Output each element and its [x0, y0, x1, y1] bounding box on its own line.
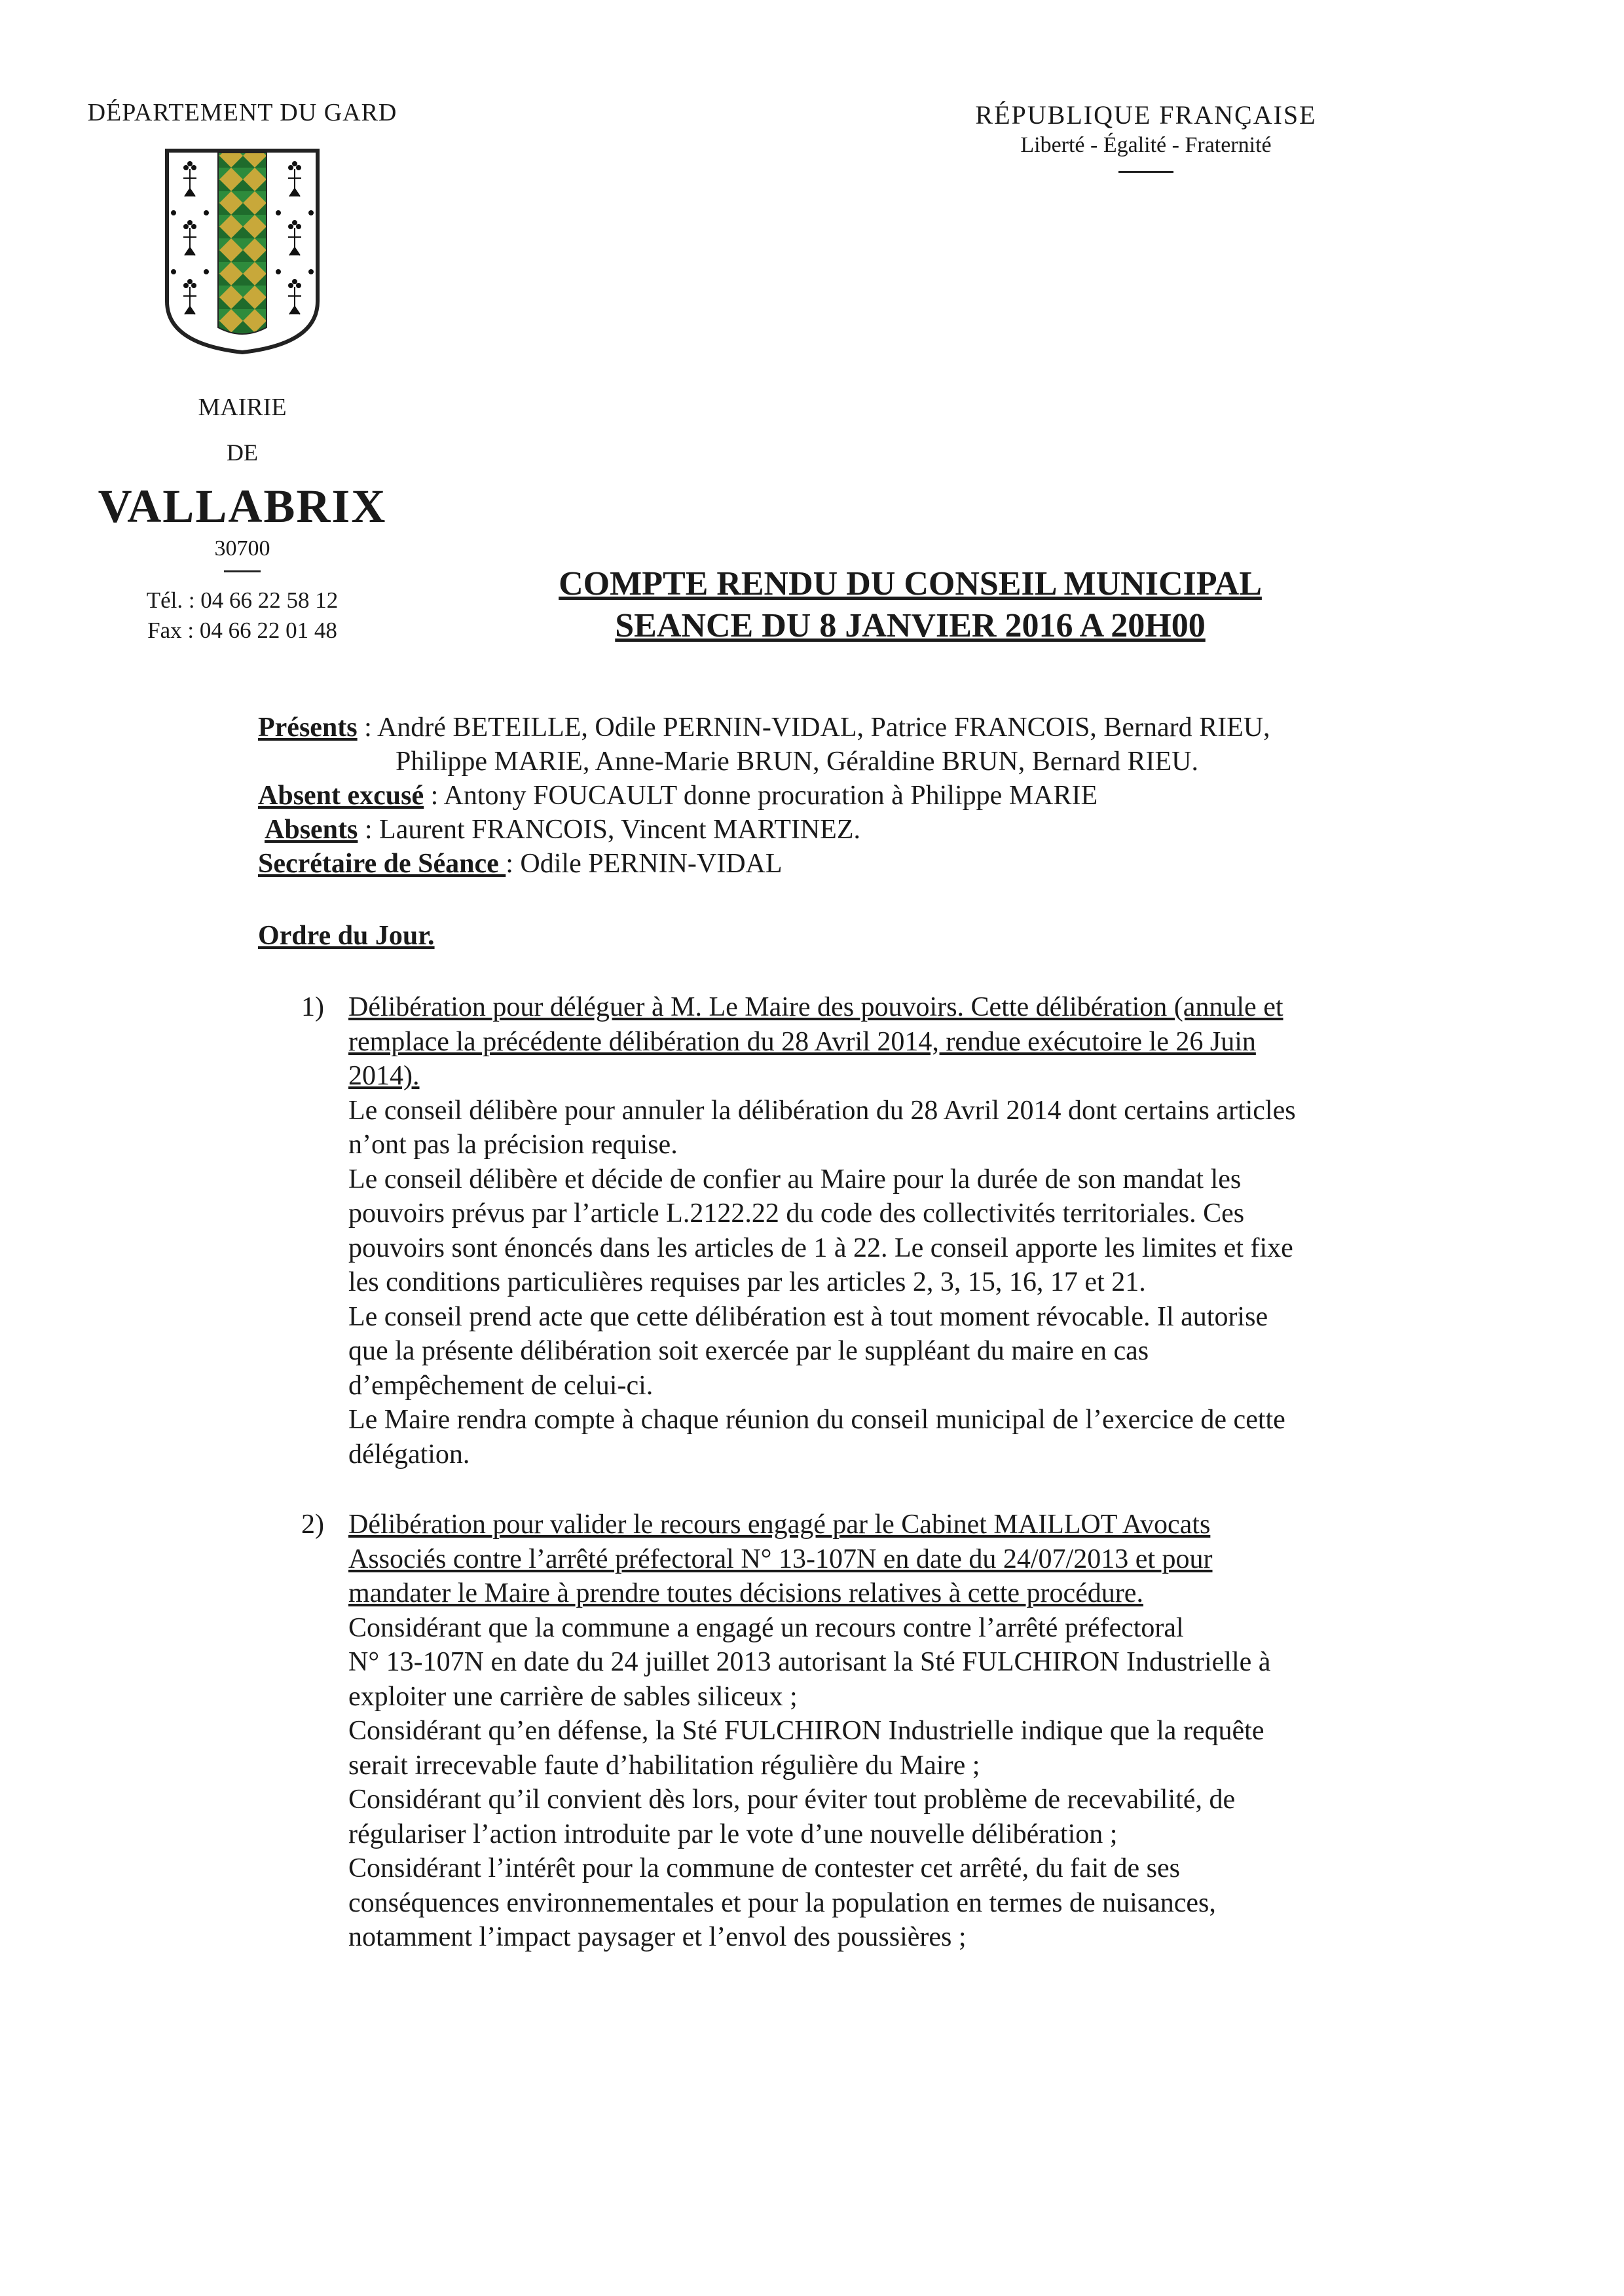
title-line-1: COMPTE RENDU DU CONSEIL MUNICIPAL: [559, 565, 1262, 602]
absent-row: [258, 813, 1502, 847]
commune-name: VALLABRIX: [98, 480, 387, 532]
coat-of-arms-icon: [160, 144, 324, 360]
secretary-name: : Odile PERNIN-VIDAL: [506, 849, 783, 879]
postal-code: 30700: [214, 536, 270, 561]
de-label: DE: [227, 439, 258, 466]
fax: Fax : 04 66 22 01 48: [147, 618, 337, 643]
item-heading-line: Délibération pour déléguer à M. Le Maire des pouvoirs. Cette délibération (annule et: [348, 992, 1283, 1022]
item-text-line: Le conseil délibère et décide de confier au Maire pour la durée de son mandat les: [348, 1164, 1242, 1194]
item-text-line: exploiter une carrière de sables siliceux ;: [348, 1681, 798, 1712]
item-text-line: régulariser l’action introduite par le vote d’une nouvelle délibération ;: [348, 1819, 1118, 1849]
item-heading-line: Associés contre l’arrêté préfectoral N° 13-107N en date du 24/07/2013 et pour: [348, 1544, 1213, 1574]
absent-label: Absents: [265, 815, 358, 845]
item-text-line: serait irrecevable faute d’habilitation régulière du Maire ;: [348, 1750, 980, 1781]
agenda-item-2: [301, 1508, 1480, 1955]
agenda-item-1: [301, 990, 1480, 1472]
secretary-label: Secrétaire de Séance: [258, 849, 506, 879]
item-body: [348, 990, 1480, 1472]
item-body: [348, 1508, 1480, 1955]
item-text-line: pouvoirs sont énoncés dans les articles de 1 à 22. Le conseil apporte les limites et fixe: [348, 1232, 1293, 1263]
present-label: Présents: [258, 713, 358, 743]
republic-name: RÉPUBLIQUE FRANÇAISE: [975, 100, 1317, 130]
present-row-continued: Philippe MARIE, Anne-Marie BRUN, Géraldine BRUN, Bernard RIEU.: [396, 747, 1198, 777]
item-heading-line: 2014).: [348, 1061, 420, 1091]
republic-divider: [1118, 171, 1173, 173]
department-name: DÉPARTEMENT DU GARD: [87, 99, 397, 126]
item-heading-line: remplace la précédente délibération du 28 Avril 2014, rendue exécutoire le 26 Juin: [348, 1026, 1256, 1057]
mairie-label: MAIRIE: [198, 394, 287, 421]
item-text-line: Considérant qu’il convient dès lors, pour éviter tout problème de recevabilité, de: [348, 1785, 1236, 1815]
item-text-line: d’empêchement de celui-ci.: [348, 1370, 654, 1401]
item-text-line: délégation.: [348, 1439, 470, 1470]
item-text-line: Considérant l’intérêt pour la commune de contester cet arrêté, du fait de ses: [348, 1853, 1181, 1883]
item-text-line: Considérant qu’en défense, la Sté FULCHIRON Industrielle indique que la requête: [348, 1716, 1264, 1746]
excused-row: [258, 779, 1502, 813]
document-title: [367, 563, 1454, 647]
excused-names: : Antony FOUCAULT donne procuration à Philippe MARIE: [424, 781, 1098, 811]
item-text-line: n’ont pas la précision requise.: [348, 1130, 678, 1160]
item-text-line: notamment l’impact paysager et l’envol des poussières ;: [348, 1922, 967, 1952]
absent-names: : Laurent FRANCOIS, Vincent MARTINEZ.: [358, 815, 860, 845]
item-number: 1): [301, 992, 324, 1022]
item-text-line: Le conseil délibère pour annuler la délibération du 28 Avril 2014 dont certains articles: [348, 1095, 1296, 1126]
item-text-line: les conditions particulières requises par les articles 2, 3, 15, 16, 17 et 21.: [348, 1267, 1146, 1297]
excused-label: Absent excusé: [258, 781, 424, 811]
item-heading-line: mandater le Maire à prendre toutes décisions relatives à cette procédure.: [348, 1578, 1143, 1608]
item-text-line: Le Maire rendra compte à chaque réunion du conseil municipal de l’exercice de cette: [348, 1405, 1285, 1435]
telephone: Tél. : 04 66 22 58 12: [146, 587, 339, 613]
header-divider: [224, 570, 261, 572]
item-heading-line: Délibération pour valider le recours engagé par le Cabinet MAILLOT Avocats: [348, 1509, 1211, 1540]
item-number: 2): [301, 1509, 324, 1540]
item-text-line: que la présente délibération soit exercée par le suppléant du maire en cas: [348, 1336, 1149, 1366]
item-text-line: Considérant que la commune a engagé un recours contre l’arrêté préfectoral: [348, 1612, 1184, 1643]
item-text-line: N° 13-107N en date du 24 juillet 2013 autorisant la Sté FULCHIRON Industrielle à: [348, 1647, 1271, 1677]
present-names: : André BETEILLE, Odile PERNIN-VIDAL, Patrice FRANCOIS, Bernard RIEU,: [357, 713, 1270, 743]
attendance-block: [258, 711, 1502, 881]
republic-motto: Liberté - Égalité - Fraternité: [1020, 133, 1272, 157]
republic-header: [851, 100, 1441, 173]
present-row: [258, 711, 1502, 745]
title-line-2: SEANCE DU 8 JANVIER 2016 A 20H00: [615, 607, 1206, 644]
secretary-row: [258, 847, 1502, 881]
item-text-line: conséquences environnementales et pour la population en termes de nuisances,: [348, 1887, 1216, 1918]
item-text-line: Le conseil prend acte que cette délibération est à tout moment révocable. Il autorise: [348, 1301, 1268, 1332]
agenda-title: Ordre du Jour.: [258, 921, 435, 951]
item-text-line: pouvoirs prévus par l’article L.2122.22 du code des collectivités territoriales. Ces: [348, 1198, 1245, 1229]
